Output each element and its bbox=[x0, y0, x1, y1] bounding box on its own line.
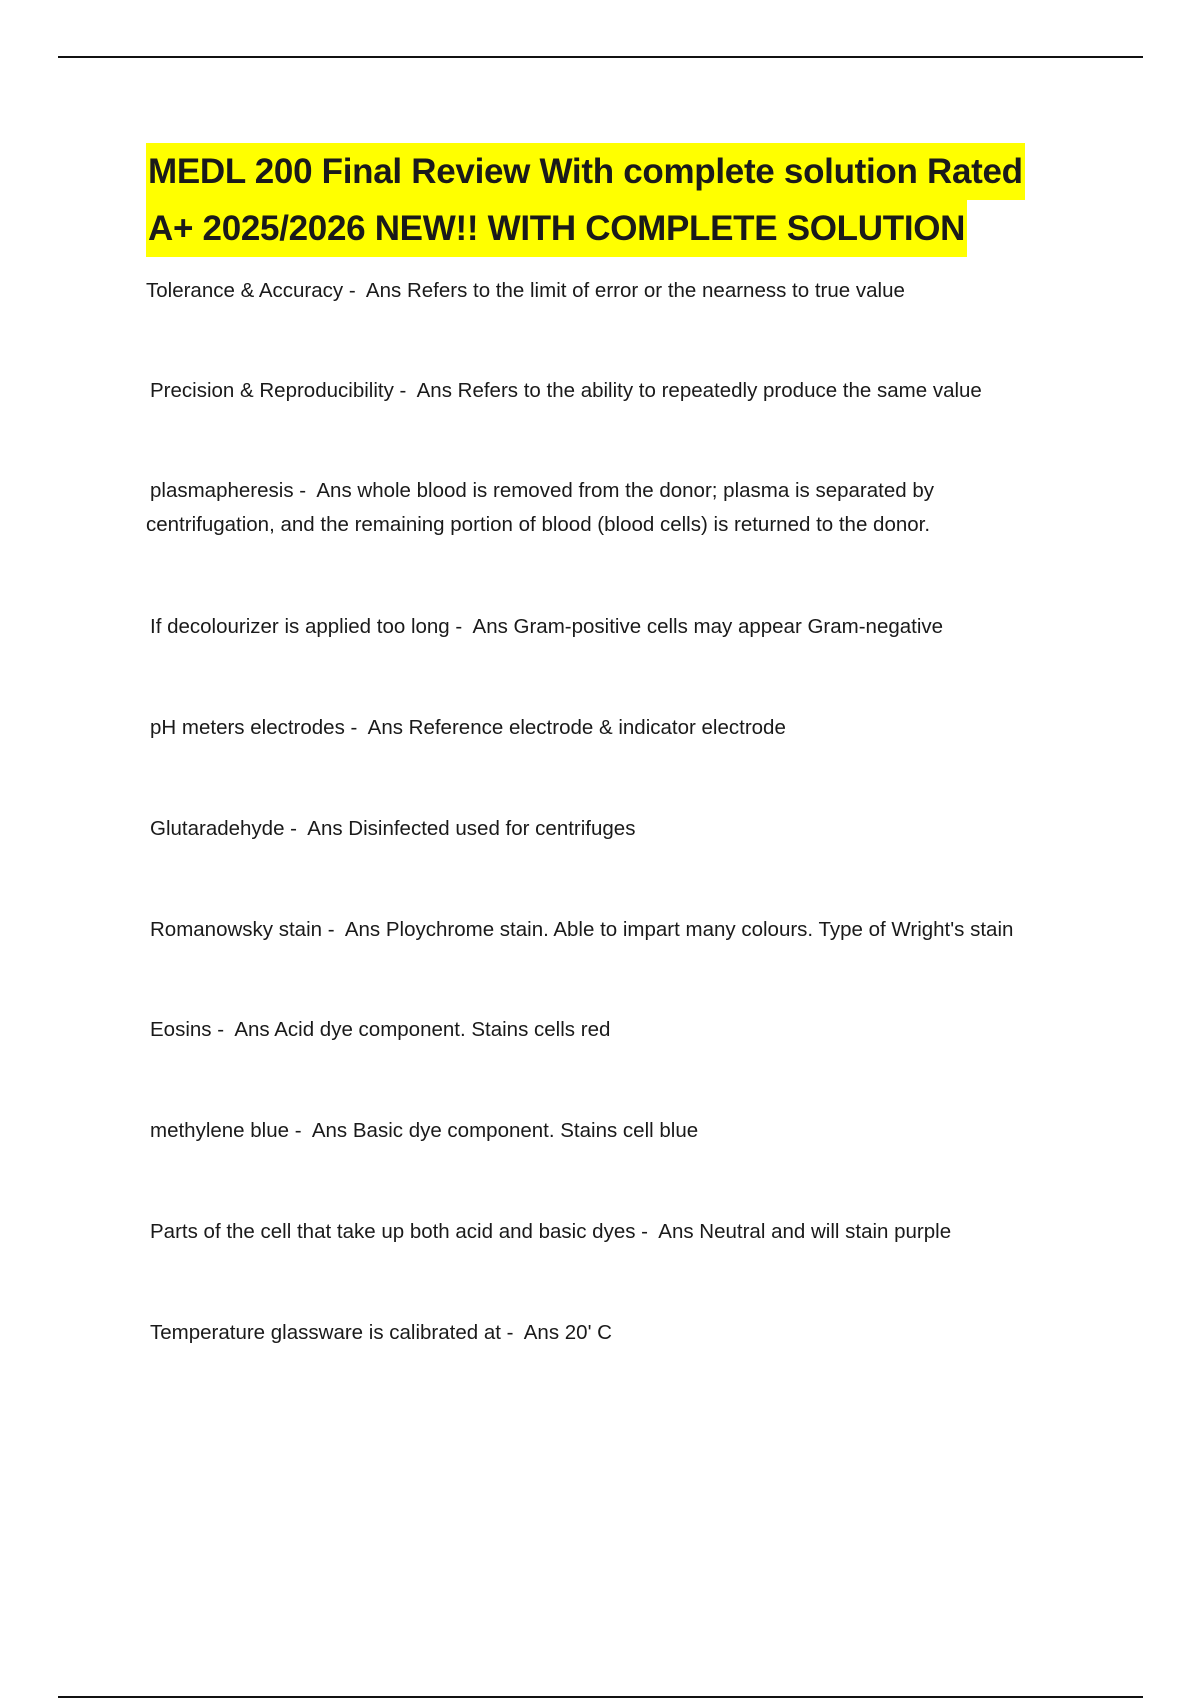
qa-entry-tolerance-accuracy bbox=[146, 274, 905, 308]
qa-entry-acid-basic-dyes bbox=[150, 1215, 951, 1249]
qa-separator: - bbox=[343, 279, 366, 302]
qa-answer: Ans whole blood is removed from the donor; plasma is separated by centrifugation, and the remaining portion of blood (blood cells) is returned to the donor. bbox=[146, 479, 934, 536]
qa-term: Temperature glassware is calibrated at bbox=[150, 1321, 501, 1344]
qa-entry-methylene-blue bbox=[150, 1114, 698, 1148]
qa-separator: - bbox=[393, 379, 417, 402]
qa-separator: - bbox=[293, 479, 317, 502]
qa-answer: Ans Ploychrome stain. Able to impart many colours. Type of Wright's stain bbox=[344, 918, 1014, 941]
qa-entry-precision-reproducibility bbox=[150, 374, 982, 408]
qa-term: Glutaradehyde bbox=[150, 817, 285, 840]
qa-separator: - bbox=[284, 817, 308, 840]
qa-term: Eosins bbox=[150, 1018, 212, 1041]
qa-separator: - bbox=[635, 1220, 659, 1243]
qa-answer: Ans Gram-positive cells may appear Gram-negative bbox=[472, 615, 944, 638]
qa-term: plasmapheresis bbox=[150, 479, 294, 502]
qa-answer: Ans Refers to the ability to repeatedly produce the same value bbox=[416, 379, 982, 402]
qa-separator: - bbox=[449, 615, 473, 638]
qa-separator: - bbox=[322, 918, 345, 941]
qa-answer: Ans 20' C bbox=[523, 1321, 612, 1344]
qa-answer: Ans Basic dye component. Stains cell blue bbox=[311, 1119, 699, 1142]
qa-entry-glutaradehyde bbox=[150, 812, 635, 846]
header-rule bbox=[58, 56, 1143, 58]
qa-answer: Ans Disinfected used for centrifuges bbox=[307, 817, 636, 840]
qa-term: Tolerance & Accuracy bbox=[146, 279, 344, 302]
title-line-1: MEDL 200 Final Review With complete solution Rated bbox=[146, 143, 1025, 200]
qa-answer: Ans Neutral and will stain purple bbox=[658, 1220, 952, 1243]
qa-term: methylene blue bbox=[150, 1119, 290, 1142]
qa-entry-romanowsky bbox=[150, 913, 1013, 947]
qa-answer: Ans Reference electrode & indicator electrode bbox=[367, 716, 786, 739]
qa-separator: - bbox=[344, 716, 368, 739]
qa-term: pH meters electrodes bbox=[150, 716, 345, 739]
qa-term: Precision & Reproducibility bbox=[150, 379, 394, 402]
qa-term: Romanowsky stain bbox=[150, 918, 323, 941]
qa-separator: - bbox=[500, 1321, 524, 1344]
qa-answer: Ans Refers to the limit of error or the nearness to true value bbox=[365, 279, 905, 302]
document-title bbox=[146, 143, 1146, 257]
qa-answer: Ans Acid dye component. Stains cells red bbox=[234, 1018, 611, 1041]
title-line-2: A+ 2025/2026 NEW!! WITH COMPLETE SOLUTION bbox=[146, 200, 967, 257]
qa-entry-eosins bbox=[150, 1013, 610, 1047]
qa-term: If decolourizer is applied too long bbox=[150, 615, 450, 638]
qa-separator: - bbox=[289, 1119, 312, 1142]
qa-entry-decolourizer bbox=[150, 610, 943, 644]
qa-entry-ph-meters bbox=[150, 711, 786, 745]
qa-entry-plasmapheresis bbox=[146, 474, 1026, 542]
footer-rule bbox=[58, 1696, 1143, 1698]
qa-entry-glassware-temperature bbox=[150, 1316, 612, 1350]
qa-separator: - bbox=[211, 1018, 235, 1041]
qa-term: Parts of the cell that take up both acid and basic dyes bbox=[150, 1220, 636, 1243]
